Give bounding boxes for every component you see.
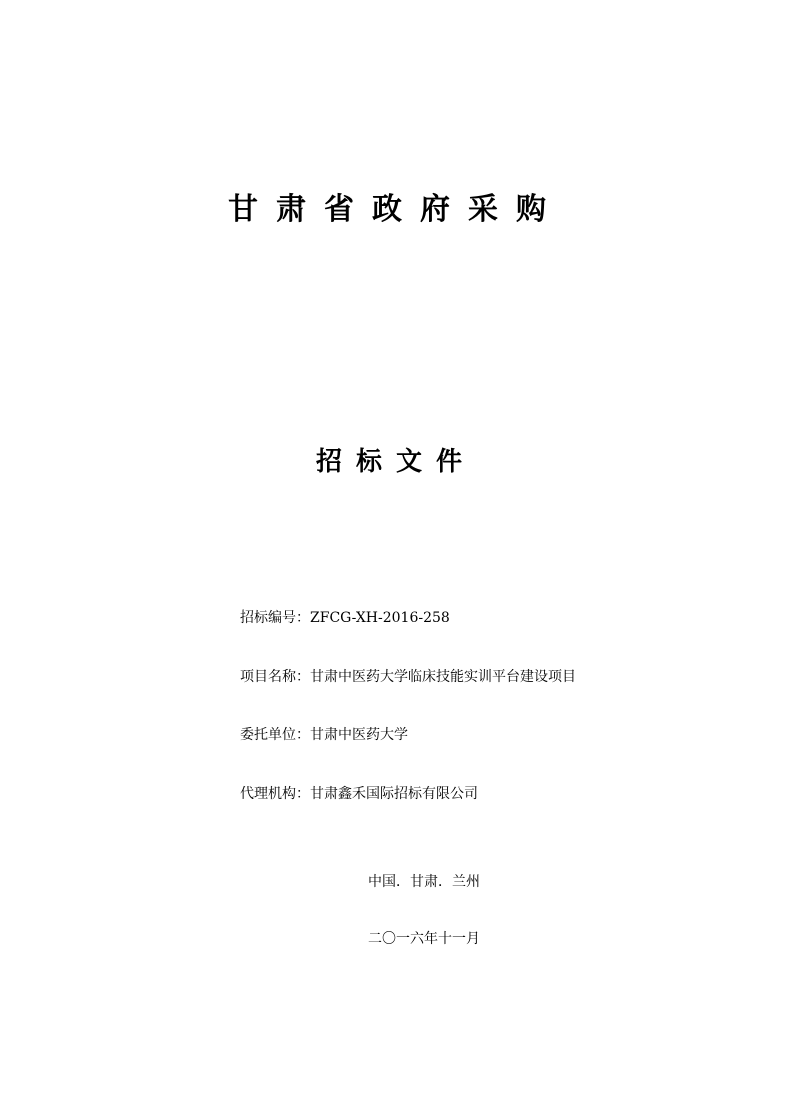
agency-line xyxy=(240,784,478,804)
document-title: 招标文件 xyxy=(315,447,476,477)
date-line: 二〇一六年十一月 xyxy=(368,931,480,947)
project-name-line xyxy=(240,667,576,687)
tender-number-line xyxy=(240,608,450,628)
client-unit-line xyxy=(240,725,408,745)
tender-number-label: 招标编号： xyxy=(240,610,310,626)
agency-label: 代理机构： xyxy=(240,786,310,802)
project-name-label: 项目名称： xyxy=(240,669,310,685)
procurement-heading: 甘肃省政府采购 xyxy=(228,192,564,227)
client-unit-label: 委托单位： xyxy=(240,727,310,743)
location-line: 中国．甘肃．兰州 xyxy=(368,874,480,890)
agency-value: 甘肃鑫禾国际招标有限公司 xyxy=(310,786,478,802)
project-name-value: 甘肃中医药大学临床技能实训平台建设项目 xyxy=(310,669,576,685)
client-unit-value: 甘肃中医药大学 xyxy=(310,727,408,743)
tender-number-value: ZFCG-XH-2016-258 xyxy=(310,610,450,626)
